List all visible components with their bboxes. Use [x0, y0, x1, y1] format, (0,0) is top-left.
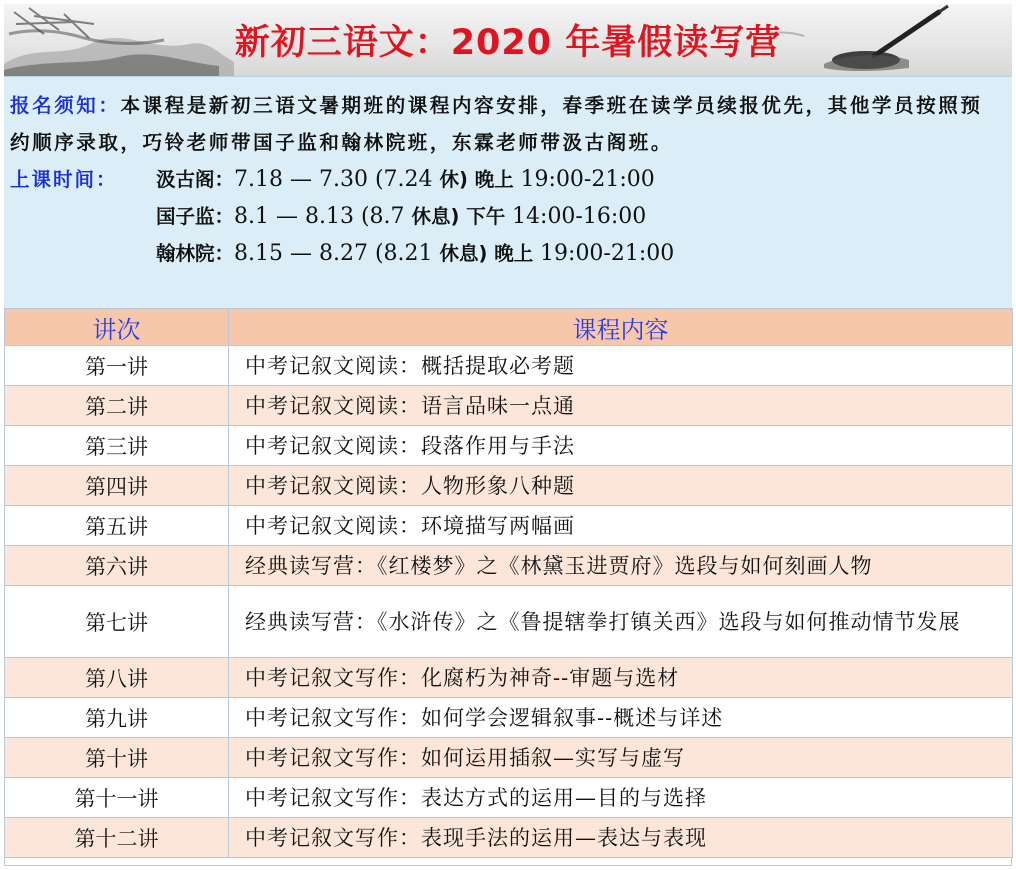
- table-header-row: [5, 309, 1013, 346]
- class-break: 休息) 晚上: [439, 242, 541, 265]
- info-box: [4, 76, 1012, 308]
- class-time: 14:00-16:00: [512, 204, 647, 229]
- lecture-number: 第二讲: [5, 386, 229, 426]
- table-row: [5, 386, 1013, 426]
- table-row: [5, 586, 1013, 658]
- table-row: [5, 658, 1013, 698]
- table-row: [5, 698, 1013, 738]
- class-break: 休) 晚上: [439, 168, 521, 191]
- table-row: [5, 506, 1013, 546]
- column-header-lecture: 讲次: [5, 309, 229, 346]
- schedule-row: [10, 235, 1002, 272]
- lecture-number: 第八讲: [5, 658, 229, 698]
- table-row: [5, 738, 1013, 778]
- table-row: [5, 818, 1013, 858]
- lecture-content: 中考记叙文阅读：环境描写两幅画: [229, 506, 1013, 546]
- notice-text: 本课程是新初三语文暑期班的课程内容安排，春季班在读学员续报优先，其他学员按照预约顺序录取，巧铃老师带国子监和翰林院班，东霖老师带汲古阁班。: [10, 94, 983, 154]
- lecture-number: 第七讲: [5, 586, 229, 658]
- lecture-content: 中考记叙文写作：如何运用插叙—实写与虚写: [229, 738, 1013, 778]
- lecture-content: 中考记叙文阅读：概括提取必考题: [229, 346, 1013, 386]
- class-time: 19:00-21:00: [540, 241, 675, 266]
- class-name: 翰林院：: [156, 242, 235, 265]
- lecture-content: 中考记叙文阅读：人物形象八种题: [229, 466, 1013, 506]
- lecture-number: 第十二讲: [5, 818, 229, 858]
- table-row: [5, 466, 1013, 506]
- lecture-number: 第四讲: [5, 466, 229, 506]
- lecture-number: 第九讲: [5, 698, 229, 738]
- lecture-content: 中考记叙文阅读：段落作用与手法: [229, 426, 1013, 466]
- lecture-content: 中考记叙文阅读：语言品味一点通: [229, 386, 1013, 426]
- lecture-content: 中考记叙文写作：化腐朽为神奇--审题与选材: [229, 658, 1013, 698]
- title-banner: [4, 4, 1012, 76]
- schedule-label: 上课时间：: [10, 168, 118, 191]
- table-row: [5, 778, 1013, 818]
- table-row: [5, 426, 1013, 466]
- notice-label: 报名须知：: [10, 94, 121, 117]
- lecture-content: 中考记叙文写作：表现手法的运用—表达与表现: [229, 818, 1013, 858]
- page-title: 新初三语文：2020 年暑假读写营: [234, 23, 782, 63]
- lecture-number: 第三讲: [5, 426, 229, 466]
- class-time: 19:00-21:00: [520, 167, 655, 192]
- lecture-number: 第六讲: [5, 546, 229, 586]
- class-dates: 7.18 — 7.30 (7.24: [234, 167, 440, 192]
- schedule-row: [10, 161, 1002, 198]
- lecture-content: 经典读写营：《水浒传》之《鲁提辖拳打镇关西》选段与如何推动情节发展: [229, 586, 1013, 658]
- lecture-number: 第十一讲: [5, 778, 229, 818]
- class-dates: 8.1 — 8.13 (8.7: [234, 204, 412, 229]
- class-break: 休息) 下午: [411, 205, 513, 228]
- class-dates: 8.15 — 8.27 (8.21: [234, 241, 440, 266]
- lecture-number: 第一讲: [5, 346, 229, 386]
- lecture-number: 第五讲: [5, 506, 229, 546]
- lecture-content: 中考记叙文写作：如何学会逻辑叙事--概述与详述: [229, 698, 1013, 738]
- course-table: [4, 308, 1013, 858]
- notice-paragraph: [10, 87, 1002, 161]
- schedule-row: [10, 198, 1002, 235]
- lecture-content: 经典读写营：《红楼梦》之《林黛玉进贾府》选段与如何刻画人物: [229, 546, 1013, 586]
- lecture-content: 中考记叙文写作：表达方式的运用—目的与选择: [229, 778, 1013, 818]
- class-name: 国子监：: [156, 205, 235, 228]
- table-row: [5, 546, 1013, 586]
- lecture-number: 第十讲: [5, 738, 229, 778]
- column-header-content: 课程内容: [229, 309, 1013, 346]
- table-row: [5, 346, 1013, 386]
- class-name: 汲古阁：: [156, 168, 235, 191]
